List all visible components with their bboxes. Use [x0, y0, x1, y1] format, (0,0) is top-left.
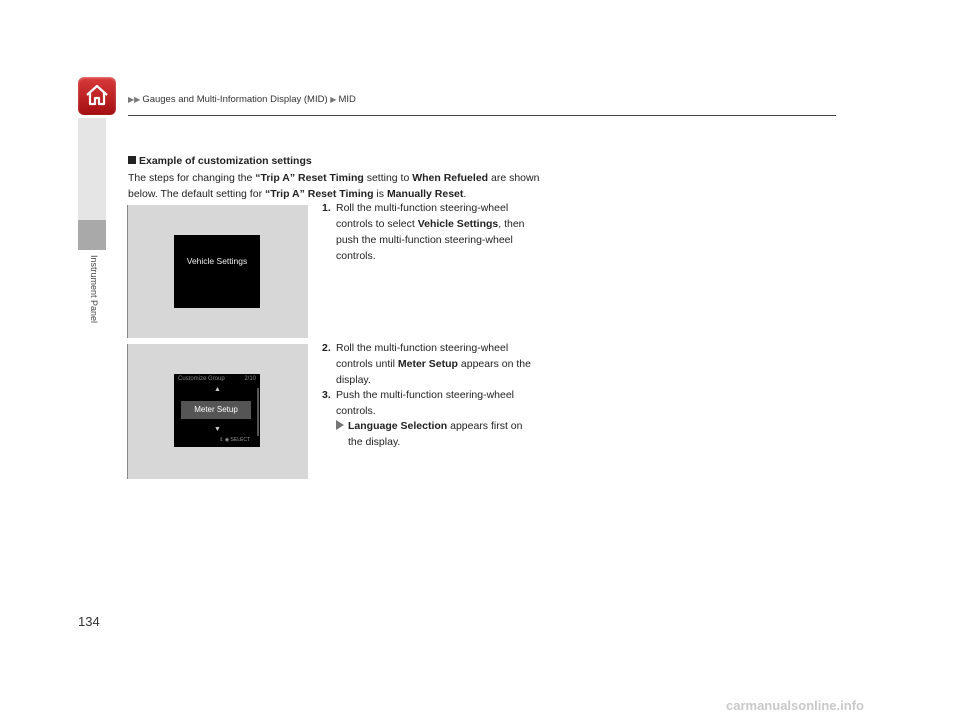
intro-paragraph	[128, 170, 568, 202]
header-rule	[128, 115, 836, 116]
step-text: push the multi-function steering-wheel	[336, 234, 513, 246]
intro-text: The steps for changing the	[128, 172, 256, 184]
screen-topbar	[176, 376, 258, 386]
select-hint: ⇕ ◉ SELECT	[219, 437, 250, 443]
step-result	[336, 418, 566, 450]
breadcrumb-arrow-icon: ▶	[330, 95, 337, 104]
step-text: appears on the	[457, 358, 531, 370]
sidebar-tab-light	[78, 118, 106, 220]
intro-text: are shown below. The default setting for	[128, 172, 540, 200]
square-bullet-icon	[128, 156, 136, 164]
step-text: controls to select	[336, 218, 418, 230]
intro-text: is	[373, 188, 387, 200]
intro-text: setting to	[363, 172, 413, 184]
home-icon	[85, 83, 109, 107]
step-text: controls.	[336, 250, 376, 262]
step-text: controls.	[336, 405, 376, 417]
customize-group-label: Customize Group	[178, 376, 225, 382]
watermark: carmanualsonline.info	[726, 698, 864, 713]
page-number: 134	[78, 614, 100, 629]
step-text: display.	[336, 374, 371, 386]
step-bold: Vehicle Settings	[417, 218, 499, 230]
intro-bold: Manually Reset	[386, 188, 464, 200]
vehicle-settings-label: Vehicle Settings	[186, 256, 248, 266]
home-button[interactable]	[78, 77, 116, 115]
breadcrumb-link-gauges[interactable]: Gauges and Multi-Information Display (MID)	[142, 94, 328, 105]
result-text: appears first on	[447, 420, 523, 432]
step-text: Roll the multi-function steering-wheel	[336, 342, 509, 354]
mid-screen-2	[174, 374, 260, 447]
step-text: controls until	[336, 358, 398, 370]
step-1	[322, 200, 562, 264]
page-indicator: 2/10	[244, 376, 256, 382]
step-3	[322, 387, 562, 419]
sidebar-label	[87, 255, 101, 345]
step-2	[322, 340, 562, 388]
result-text: the display.	[348, 436, 401, 448]
intro-bold: “Trip A” Reset Timing	[264, 188, 374, 200]
intro-bold: “Trip A” Reset Timing	[255, 172, 364, 184]
step-number: 1.	[322, 202, 331, 214]
step-number: 2.	[322, 342, 331, 354]
intro-text: .	[463, 188, 467, 200]
step-bold: Meter Setup	[397, 358, 458, 370]
scrollbar	[257, 388, 259, 436]
section-heading-text: Example of customization settings	[139, 155, 312, 167]
scroll-down-icon: ▼	[214, 426, 221, 433]
intro-bold: When Refueled	[412, 172, 489, 184]
result-arrow-icon	[336, 420, 344, 430]
breadcrumb	[128, 94, 356, 105]
meter-setup-item: Meter Setup	[181, 401, 251, 419]
step-text: Roll the multi-function steering-wheel	[336, 202, 509, 214]
sidebar-tab-active[interactable]	[78, 220, 106, 250]
step-text: Push the multi-function steering-wheel	[336, 389, 515, 401]
mid-screen-1	[174, 235, 260, 308]
sidebar-label-text: Instrument Panel	[89, 255, 99, 324]
breadcrumb-arrow-icon: ▶▶	[128, 95, 141, 104]
step-number: 3.	[322, 389, 331, 401]
breadcrumb-link-mid[interactable]: MID	[338, 94, 356, 105]
section-heading	[128, 155, 312, 167]
step-text: , then	[498, 218, 525, 230]
scroll-up-icon: ▲	[214, 386, 221, 393]
result-bold: Language Selection	[348, 420, 448, 432]
